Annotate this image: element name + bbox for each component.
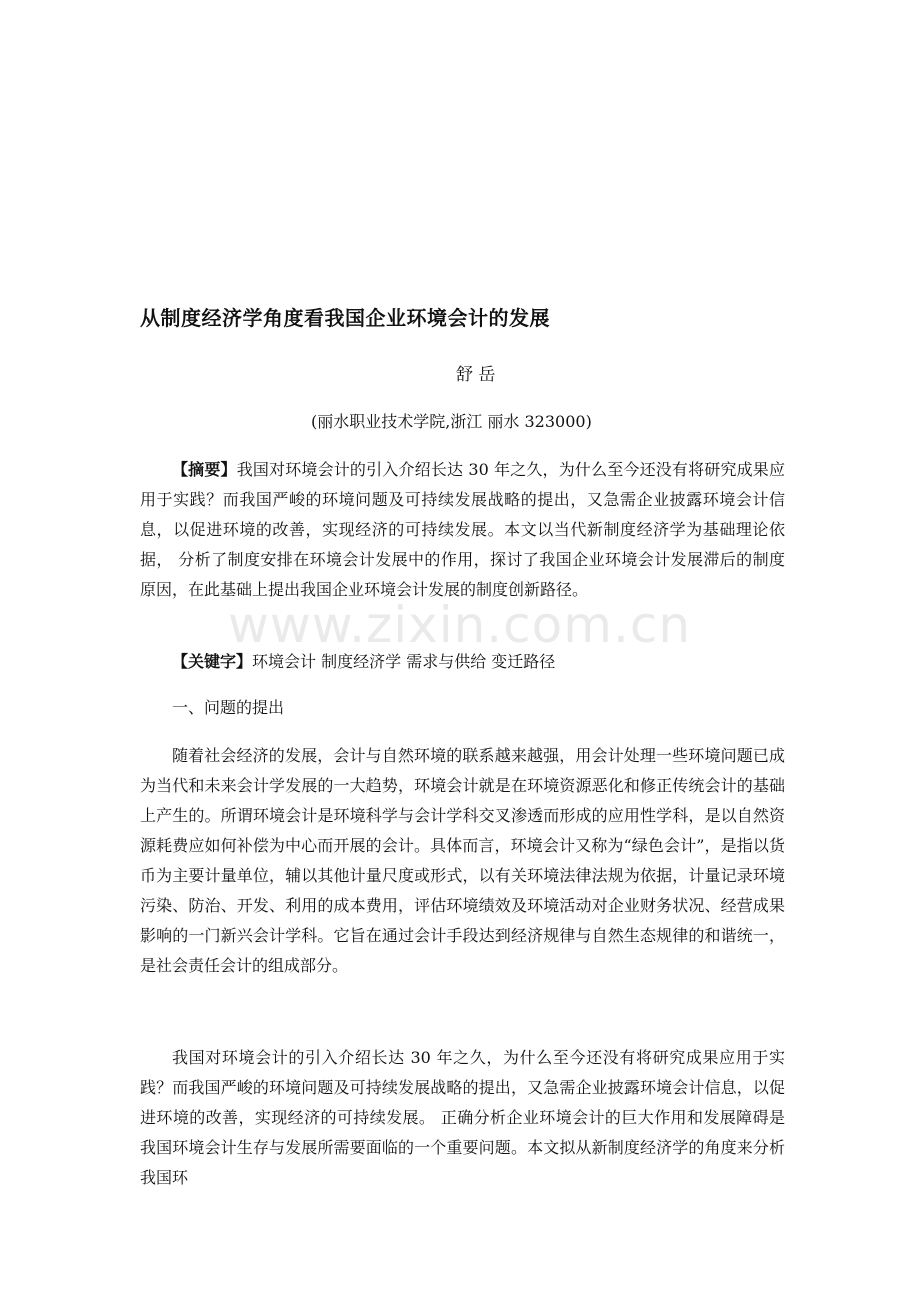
- author-affiliation: (丽水职业技术学院,浙江 丽水 323000): [311, 412, 592, 431]
- body-paragraph-2: 我国对环境会计的引入介绍长达 30 年之久，为什么至今还没有将研究成果应用于实践？而我国严峻的环境问题及可持续发展战略的提出，又急需企业披露环境会计信息，以促进环境的改善，实现经济的可持续发展。 正确分析企业环境会计的巨大作用和发展障碍是我国环境会计生存与发展所需要面临的一个重要问题。本文拟从新制度经济学的角度来分析我国环: [140, 1048, 785, 1187]
- keywords-label: 【关键字】: [172, 652, 253, 671]
- body-paragraph-1: 随着社会经济的发展，会计与自然环境的联系越来越强，用会计处理一些环境问题已成为当代和未来会计学发展的一大趋势，环境会计就是在环境资源恶化和修正传统会计的基础上产生的。所谓环境会计是环境科学与会计学科交叉渗透而形成的应用性学科，是以自然资源耗费应如何补偿为中心而开展的会计。具体而言，环境会计又称为“绿色会计”，是指以货币为主要计量单位，辅以其他计量尺度或形式，以有关环境法律法规为依据，计量记录环境污染、防治、开发、利用的成本费用，评估环境绩效及环境活动对企业财务状况、经营成果影响的一门新兴会计学科。它旨在通过会计手段达到经济规律与自然生态规律的和谐统一，是社会责任会计的组成部分。: [140, 746, 785, 975]
- abstract-label: 【摘要】: [172, 460, 237, 479]
- keywords-text: 环境会计 制度经济学 需求与供给 变迁路径: [252, 652, 556, 671]
- abstract-text: 我国对环境会计的引入介绍长达 30 年之久，为什么至今还没有将研究成果应用于实践？而我国严峻的环境问题及可持续发展战略的提出，又急需企业披露环境会计信息，以促进环境的改善，实现经济的可持续发展。本文以当代新制度经济学为基础理论依据， 分析了制度安排在环境会计发展中的作用，探讨了我国企业环境会计发展滞后的制度原因，在此基础上提出我国企业环境会计发展的制度创新路径。: [140, 460, 785, 599]
- keywords-line: [140, 647, 785, 677]
- watermark: www.zixin.com.cn: [228, 596, 692, 654]
- document-title: 从制度经济学角度看我国企业环境会计的发展: [140, 306, 550, 330]
- section-heading: 一、问题的提出: [172, 698, 285, 717]
- author-name: 舒 岳: [456, 365, 496, 385]
- abstract-paragraph: [140, 455, 785, 605]
